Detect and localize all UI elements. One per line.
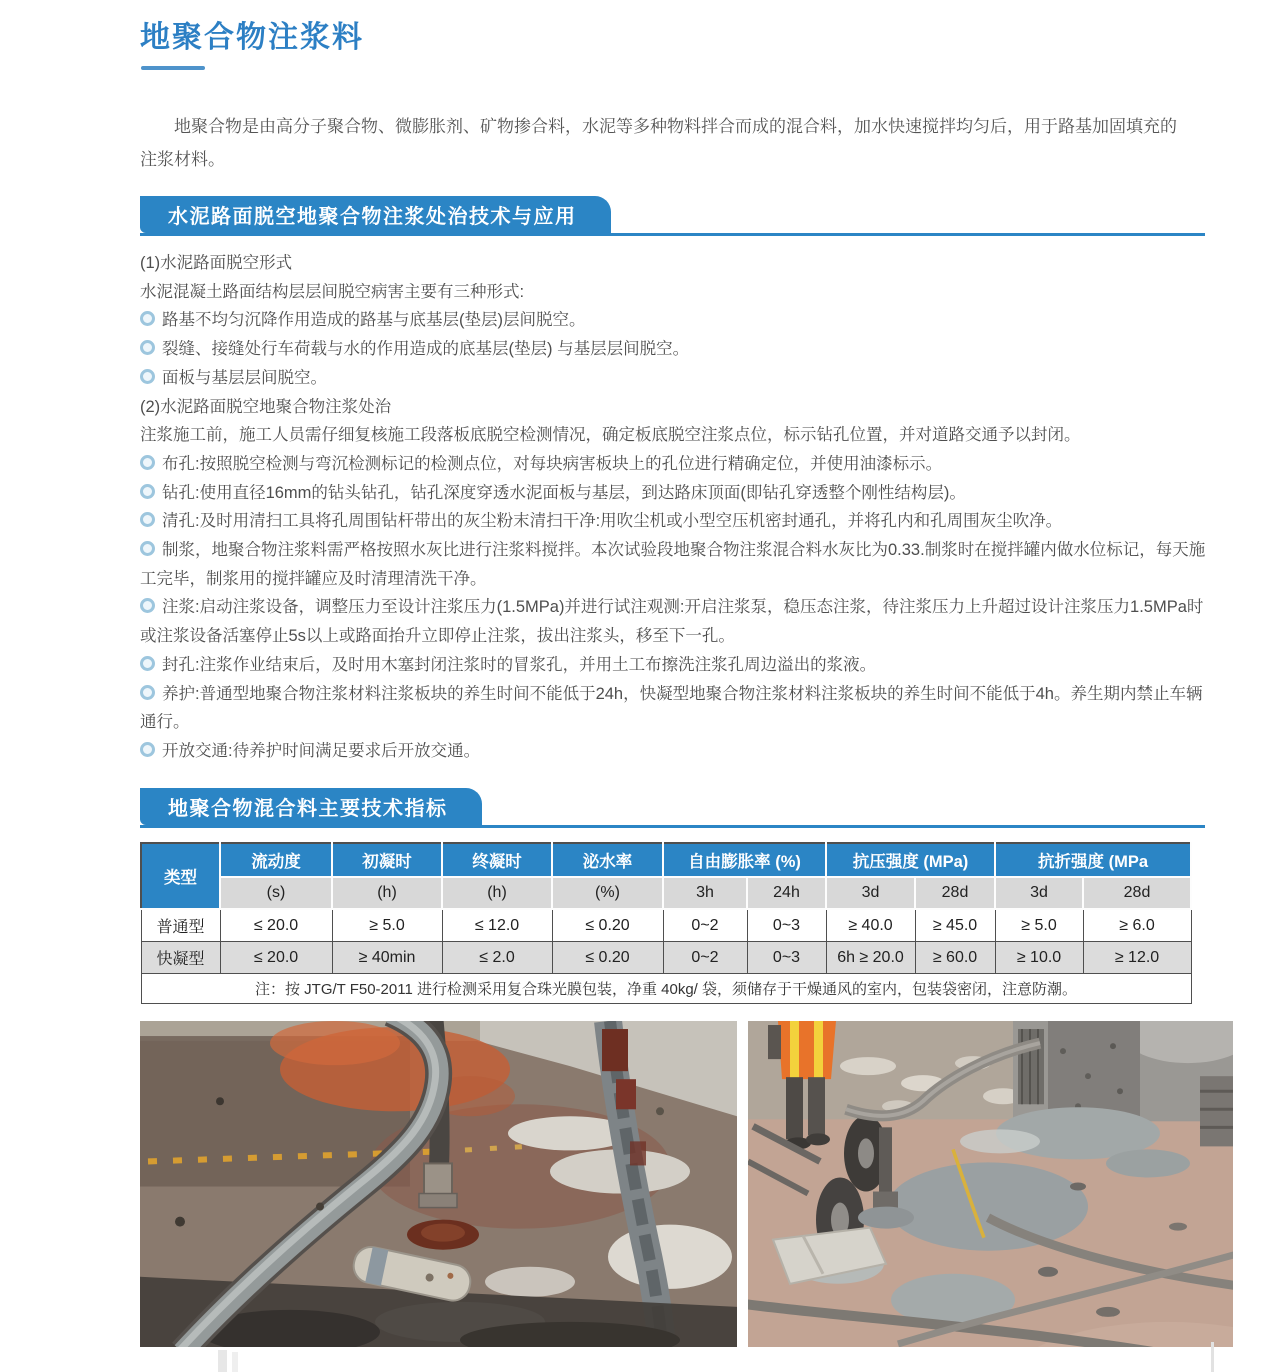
photo-grouting-worksite	[748, 1021, 1233, 1347]
text: 路基不均匀沉降作用造成的路基与底基层(垫层)层间脱空。	[162, 311, 586, 330]
text: (2)水泥路面脱空地聚合物注浆处治	[140, 397, 392, 416]
text: 注浆:启动注浆设备，调整压力至设计注浆压力(1.5MPa)并进行试注观测:开启注浆泵，稳压态注浆，待注浆压力上升超过设计注浆压力1.5MPa时或注浆设备活塞停止5s以上或路面抬升立即停止注浆，拔出注浆头，移至下一孔。	[140, 598, 1204, 646]
col-header-bleeding: 泌水率	[552, 843, 663, 877]
bullet-line	[140, 306, 1206, 335]
section1-header-bar: 水泥路面脱空地聚合物注浆处治技术与应用	[140, 196, 611, 233]
value-cell: ≥ 45.0	[915, 909, 995, 942]
unit-cell: (%)	[552, 877, 663, 909]
bullet-ring-icon	[140, 685, 155, 700]
text: 制浆，地聚合物注浆料需严格按照水灰比进行注浆料搅拌。本次试验段地聚合物注浆混合料水灰比为0.33.制浆时在搅拌罐内做水位标记，每天施工完毕，制浆用的搅拌罐应及时清理清洗干净。	[140, 541, 1206, 588]
unit-cell: 28d	[915, 877, 995, 909]
col-header-type: 类型	[141, 843, 220, 909]
bullet-ring-icon	[140, 484, 155, 499]
page-artifact	[232, 1352, 238, 1372]
bullet-line	[140, 335, 1206, 364]
text: 面板与基层层间脱空。	[162, 368, 327, 387]
text-line	[140, 421, 1206, 450]
bullet-line	[140, 507, 1206, 536]
bullet-line	[140, 651, 1206, 680]
table-header-row-1	[141, 843, 1191, 877]
bullet-ring-icon	[140, 742, 155, 757]
value-cell: ≥ 12.0	[1083, 942, 1191, 974]
unit-cell: 24h	[747, 877, 826, 909]
section1-body	[140, 249, 1206, 766]
value-cell: ≤ 0.20	[552, 942, 663, 974]
bullet-line	[140, 536, 1206, 593]
bullet-line	[140, 737, 1206, 766]
value-cell: 6h ≥ 20.0	[826, 942, 915, 974]
value-cell: ≥ 6.0	[1083, 909, 1191, 942]
unit-cell: 28d	[1083, 877, 1191, 909]
intro-paragraph: 地聚合物是由高分子聚合物、微膨胀剂、矿物掺合料，水泥等多种物料拌合而成的混合料，加水快速搅拌均匀后，用于路基加固填充的注浆材料。	[140, 117, 1177, 169]
text: 裂缝、接缝处行车荷载与水的作用造成的底基层(垫层) 与基层层间脱空。	[162, 340, 690, 359]
text: 养护:普通型地聚合物注浆材料注浆板块的养生时间不能低于24h，快凝型地聚合物注浆材料注浆板块的养生时间不能低于4h。养生期内禁止车辆通行。	[140, 684, 1203, 732]
value-cell: ≥ 5.0	[995, 909, 1083, 942]
text: 开放交通:待养护时间满足要求后开放交通。	[162, 741, 481, 760]
unit-cell: 3d	[826, 877, 915, 909]
value-cell: ≥ 40min	[332, 942, 442, 974]
table-row-rapid	[141, 942, 1191, 974]
unit-cell: (h)	[442, 877, 552, 909]
text: (1)水泥路面脱空形式	[140, 254, 293, 272]
page-artifact	[218, 1350, 227, 1372]
bullet-line	[140, 680, 1206, 737]
unit-cell: (s)	[220, 877, 332, 909]
value-cell: 0~3	[747, 909, 826, 942]
photo-grout-injection-hole	[140, 1021, 737, 1347]
text-line	[140, 249, 1206, 278]
value-cell: 0~2	[663, 909, 747, 942]
text-line	[140, 278, 1206, 307]
page-artifact	[1211, 1342, 1214, 1372]
bullet-ring-icon	[140, 369, 155, 384]
bullet-ring-icon	[140, 541, 155, 556]
bullet-ring-icon	[140, 598, 155, 613]
value-cell: ≥ 10.0	[995, 942, 1083, 974]
value-cell: ≤ 20.0	[220, 909, 332, 942]
col-header-initial-set: 初凝时	[332, 843, 442, 877]
bullet-ring-icon	[140, 340, 155, 355]
table-header-row-2	[141, 877, 1191, 909]
table-note-row	[141, 974, 1191, 1004]
text: 注浆施工前，施工人员需仔细复核施工段落板底脱空检测情况，确定板底脱空注浆点位，标示钻孔位置，并对道路交通予以封闭。	[140, 426, 1081, 445]
value-cell: 0~2	[663, 942, 747, 974]
bullet-ring-icon	[140, 512, 155, 527]
unit-cell: 3h	[663, 877, 747, 909]
bullet-ring-icon	[140, 656, 155, 671]
page-title: 地聚合物注浆料	[140, 21, 364, 54]
text: 封孔:注浆作业结束后，及时用木塞封闭注浆时的冒浆孔，并用土工布擦洗注浆孔周边溢出的浆液。	[162, 655, 877, 674]
bullet-ring-icon	[140, 455, 155, 470]
col-header-expansion: 自由膨胀率 (%)	[663, 843, 826, 877]
value-cell: ≥ 5.0	[332, 909, 442, 942]
section1-header-rule	[140, 196, 1205, 236]
col-header-flexural: 抗折强度 (MPa	[995, 843, 1191, 877]
value-cell: ≤ 0.20	[552, 909, 663, 942]
col-header-final-set: 终凝时	[442, 843, 552, 877]
section2-header-bar: 地聚合物混合料主要技术指标	[140, 788, 482, 825]
table-row-ordinary	[141, 909, 1191, 942]
table-note: 注：按 JTG/T F50-2011 进行检测采用复合珠光膜包装，净重 40kg/ 袋，须储存于干燥通风的室内，包装袋密闭，注意防潮。	[141, 974, 1191, 1004]
bullet-line	[140, 364, 1206, 393]
photo-grouting-worksite-image	[748, 1021, 1233, 1347]
text: 钻孔:使用直径16mm的钻头钻孔，钻孔深度穿透水泥面板与基层，到达路床顶面(即钻孔穿透整个刚性结构层)。	[162, 483, 966, 502]
value-cell: ≥ 40.0	[826, 909, 915, 942]
text: 水泥混凝土路面结构层层间脱空病害主要有三种形式:	[140, 282, 525, 301]
bullet-ring-icon	[140, 311, 155, 326]
text: 布孔:按照脱空检测与弯沉检测标记的检测点位，对每块病害板块上的孔位进行精确定位，并使用油漆标示。	[162, 454, 943, 473]
col-header-fluidity: 流动度	[220, 843, 332, 877]
value-cell: ≤ 2.0	[442, 942, 552, 974]
value-cell: ≤ 12.0	[442, 909, 552, 942]
text: 清孔:及时用清扫工具将孔周围钻杆带出的灰尘粉末清扫干净:用吹尘机或小型空压机密封通孔，并将孔内和孔周围灰尘吹净。	[162, 512, 1063, 531]
unit-cell: 3d	[995, 877, 1083, 909]
unit-cell: (h)	[332, 877, 442, 909]
bullet-line	[140, 479, 1206, 508]
col-header-compressive: 抗压强度 (MPa)	[826, 843, 995, 877]
bullet-line	[140, 593, 1206, 650]
value-cell: ≥ 60.0	[915, 942, 995, 974]
row-label: 普通型	[141, 909, 220, 942]
photo-row	[140, 1021, 1233, 1347]
bullet-line	[140, 450, 1206, 479]
photo-grout-injection-hole-image	[140, 1021, 737, 1347]
text-line	[140, 393, 1206, 422]
value-cell: 0~3	[747, 942, 826, 974]
value-cell: ≤ 20.0	[220, 942, 332, 974]
spec-table	[140, 842, 1192, 1004]
section2-header-rule	[140, 788, 1205, 828]
title-underline	[141, 66, 205, 70]
row-label: 快凝型	[141, 942, 220, 974]
